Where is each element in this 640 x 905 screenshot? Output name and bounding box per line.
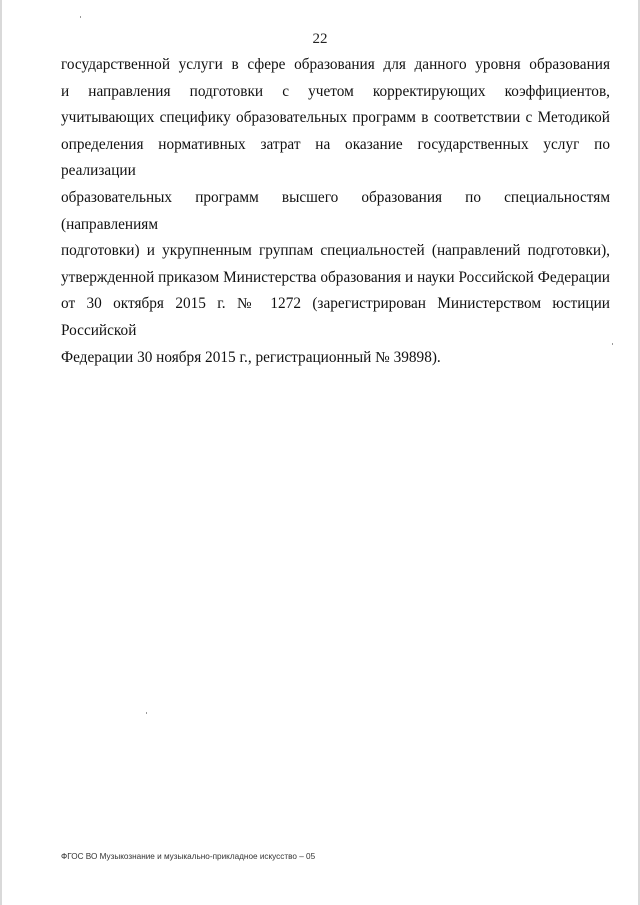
scan-speck	[146, 712, 147, 714]
text-line: и направления подготовки с учетом корректирующих коэффициентов,	[61, 82, 610, 100]
scan-left-edge	[0, 0, 2, 905]
text-line: учитывающих специфику образовательных программ в соответствии с Методикой	[61, 109, 610, 127]
body-paragraph	[61, 52, 610, 371]
document-footer: ФГОС ВО Музыкознание и музыкально-прикладное искусство – 05	[61, 852, 316, 861]
scan-speck	[612, 343, 613, 345]
text-line: утвержденной приказом Министерства образования и науки Российской Федерации	[61, 268, 610, 286]
text-line: образовательных программ высшего образования по специальностям (направлениям	[61, 188, 610, 233]
page-number: 22	[312, 31, 328, 47]
text-line: подготовки) и укрупненным группам специальностей (направлений подготовки),	[61, 242, 610, 260]
text-line: государственной услуги в сфере образования для данного уровня образования	[61, 56, 610, 73]
text-line: определения нормативных затрат на оказание государственных услуг по реализации	[61, 135, 610, 180]
scan-speck	[80, 16, 81, 18]
text-line: Федерации 30 ноября 2015 г., регистрационный № 39898).	[61, 348, 441, 366]
text-line: от 30 октября 2015 г. № 1272 (зарегистрирован Министерством юстиции Российской	[61, 295, 610, 339]
